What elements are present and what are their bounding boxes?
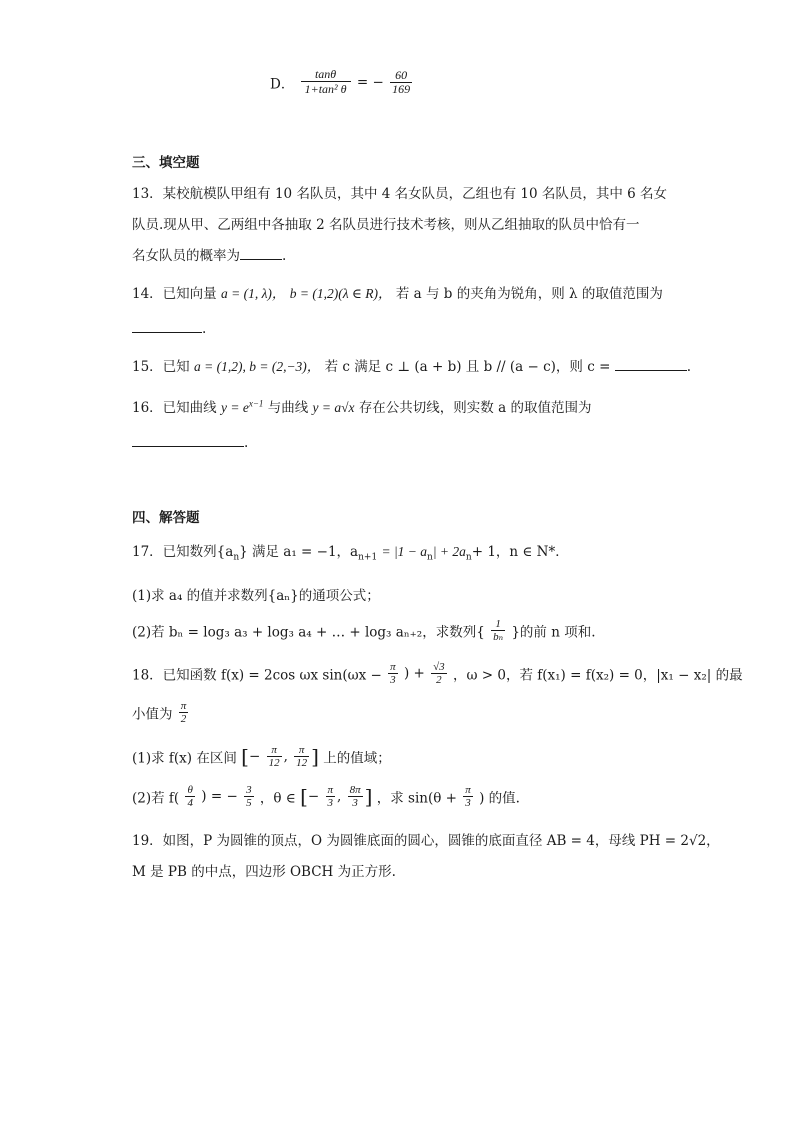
q18-stem-a: 18．已知函数 f(x) = 2cos ωx sin(ωx − bbox=[132, 667, 382, 684]
q15-line bbox=[132, 355, 691, 375]
q18-two: 2 bbox=[431, 673, 447, 686]
section-fill-blank-title: 三、填空题 bbox=[132, 155, 200, 171]
q13-end: . bbox=[282, 248, 287, 264]
q13-answer-blank[interactable] bbox=[240, 245, 282, 260]
q17-stem-b: } 满足 a₁ = −1，a bbox=[239, 544, 359, 560]
q14-end: . bbox=[202, 321, 207, 337]
q17-stem-a: 17．已知数列{a bbox=[132, 544, 234, 560]
q16-curve1 bbox=[221, 400, 263, 415]
q14-prefix: 14．已知向量 bbox=[132, 286, 217, 302]
q18-part1-right bbox=[294, 744, 309, 769]
q17-recurrence: = |1 − a bbox=[381, 544, 428, 559]
q18-stem bbox=[132, 661, 743, 686]
q18-interval-left bbox=[326, 784, 336, 809]
q18-sqrt3-over-2 bbox=[431, 661, 447, 686]
q18-part1: (1)求 f(x) 在区间 [− $\frac{\pi}{12}$ , $\frac{\pi}{12}$ ] 上的值域； bbox=[132, 744, 391, 770]
q18-part1-left-num: π bbox=[271, 744, 277, 756]
q18-pi-over-2 bbox=[179, 700, 189, 725]
q18-part2-c: ，θ ∈ bbox=[259, 790, 296, 807]
q19-line1: 19．如图，P 为圆锥的顶点，O 为圆锥底面的圆心，圆锥的底面直径 AB = 4，母线 PH = 2√2， bbox=[132, 833, 720, 849]
q16-line2 bbox=[132, 432, 248, 451]
q18-four: 4 bbox=[187, 797, 193, 810]
q17-part1: (1)求 a₄ 的值并求数列{aₙ}的通项公式； bbox=[132, 588, 380, 604]
option-d-fraction bbox=[301, 68, 351, 97]
q16-curve1-base: y = e bbox=[220, 400, 249, 415]
q14-line1 bbox=[132, 282, 663, 302]
q18-five: 5 bbox=[246, 797, 252, 810]
option-d-rhs-num: 60 bbox=[395, 68, 408, 82]
q18-part1-left-den: 12 bbox=[268, 757, 280, 770]
q16-curve1-exp: x−1 bbox=[248, 398, 264, 409]
q18-pi-over-3 bbox=[388, 661, 398, 686]
q18-theta: θ bbox=[187, 784, 193, 796]
q18-pi-2: π bbox=[180, 700, 187, 712]
q18-three-num: 3 bbox=[246, 784, 252, 796]
q18-stem-c: ，ω > 0，若 f(x₁) = f(x₂) = 0，|x₁ − x₂| 的最 bbox=[452, 667, 743, 684]
q14-a-def: a = (1, λ)， bbox=[220, 286, 286, 301]
q18-stem-b: ) + bbox=[403, 665, 425, 682]
q18-pi-over-3-b bbox=[463, 784, 473, 809]
q14-answer-blank[interactable] bbox=[132, 318, 202, 333]
q18-interval-right bbox=[348, 784, 363, 809]
q18-line2-text: 小值为 bbox=[132, 706, 173, 723]
q17-part2-den: bₙ bbox=[493, 631, 504, 644]
option-d-rhs-fraction bbox=[390, 69, 412, 96]
q14-mid: 若 a 与 b 的夹角为锐角，则 λ 的取值范围为 bbox=[395, 286, 663, 302]
q18-interval-left-den: 3 bbox=[326, 796, 336, 809]
q17-part2-num: 1 bbox=[495, 618, 501, 630]
q18-part1-right-den: 12 bbox=[296, 757, 308, 770]
q17-part2-fraction bbox=[491, 618, 505, 643]
q18-part1-left bbox=[267, 744, 282, 769]
q17-recurrence-2: | + 2a bbox=[432, 544, 466, 559]
q18-part2-e: ) 的值. bbox=[479, 790, 520, 807]
q18-part2-a: (2)若 f( bbox=[132, 790, 180, 807]
q14-line2 bbox=[132, 318, 206, 337]
q18-three-fifths bbox=[244, 784, 254, 809]
q17-stem: 17．已知数列$\{a_n\}$ 满足 a₁ = −1，$a_{n+1} = |1 - a_n| + 2a_n+ 1$，n ∈ N*． bbox=[132, 544, 569, 563]
q15-answer-blank[interactable] bbox=[615, 356, 687, 371]
q14-b-def: b = (1,2)(λ ∈ R)， bbox=[289, 286, 392, 301]
q18-three-3: 3 bbox=[463, 796, 473, 809]
q15-prefix: 15．已知 bbox=[132, 359, 190, 375]
option-d-rhs-den: 169 bbox=[392, 82, 411, 97]
q13-line1: 13．某校航模队甲组有 10 名队员，其中 4 名女队员，乙组也有 10 名队员，其中 6 名女 bbox=[132, 186, 668, 202]
q16-line1 bbox=[132, 396, 591, 416]
q18-part2: (2)若 f( $\frac{\theta}{4}$ ) = − $\frac{3}{5}$ ，θ ∈ [− $\frac{\pi}{3}$ , $\frac{8\pi}{3}$ ] ，求 sin(θ + $\frac{\pi}{3}$ ) 的值. bbox=[132, 784, 520, 810]
q18-part1-b: 上的值域； bbox=[323, 750, 391, 767]
q18-part1-right-num: π bbox=[298, 744, 305, 756]
q16-text-c: 存在公共切线，则实数 a 的取值范围为 bbox=[358, 400, 592, 416]
q18-theta-over-4 bbox=[185, 784, 195, 809]
q18-pi-3: π bbox=[465, 784, 471, 796]
q18-part2-d: ，求 sin(θ + bbox=[376, 790, 457, 807]
q18-pi: π bbox=[390, 661, 396, 673]
q16-text-a: 16．已知曲线 bbox=[132, 400, 217, 416]
q18-line2 bbox=[132, 700, 190, 725]
q17-recurrence-3: + 1，n ∈ N*． bbox=[471, 544, 569, 560]
q16-curve2: y = a√x bbox=[312, 400, 355, 415]
q17-part2-a: (2)若 bₙ = log₃ a₃ + log₃ a₄ + … + log₃ aₙ₊₂，求数列{ bbox=[132, 624, 485, 641]
q16-answer-blank[interactable] bbox=[132, 432, 244, 447]
option-d-rhs: = − bbox=[356, 74, 384, 91]
q18-three: 3 bbox=[388, 673, 398, 686]
q15-defs: a = (1,2), b = (2,−3)， bbox=[193, 359, 321, 374]
q19-line2: M 是 PB 的中点，四边形 OBCH 为正方形. bbox=[132, 864, 396, 880]
q17-part2 bbox=[132, 618, 596, 643]
option-d-denominator: 1+tan² θ bbox=[301, 81, 351, 97]
q18-part1-a: (1)求 f(x) 在区间 bbox=[132, 750, 237, 767]
q17-part2-b: }的前 n 项和. bbox=[511, 624, 596, 641]
q15-end: . bbox=[686, 359, 691, 375]
q15-mid: 若 c 满足 c ⊥ (a + b) 且 b // (a − c)，则 c = bbox=[324, 359, 611, 375]
q16-text-b: 与曲线 bbox=[267, 400, 309, 416]
option-d-numerator: tanθ bbox=[314, 67, 337, 81]
q13-line3-text: 名女队员的概率为 bbox=[132, 248, 240, 264]
q13-line2: 队员.现从甲、乙两组中各抽取 2 名队员进行技术考核，则从乙组抽取的队员中恰有一 bbox=[132, 217, 640, 233]
option-d bbox=[270, 68, 414, 97]
q13-line3 bbox=[132, 244, 286, 264]
q16-end: . bbox=[244, 435, 249, 451]
section-solution-title: 四、解答题 bbox=[132, 510, 200, 526]
q18-interval-right-den: 3 bbox=[348, 796, 363, 809]
option-d-label: D． bbox=[270, 76, 295, 93]
q18-sqrt3: √3 bbox=[433, 661, 445, 673]
q18-interval-right-num: 8π bbox=[349, 784, 361, 796]
q18-interval-left-num: π bbox=[327, 784, 334, 796]
q18-two-2: 2 bbox=[179, 712, 189, 725]
q18-part2-b: ) = − bbox=[201, 788, 238, 805]
